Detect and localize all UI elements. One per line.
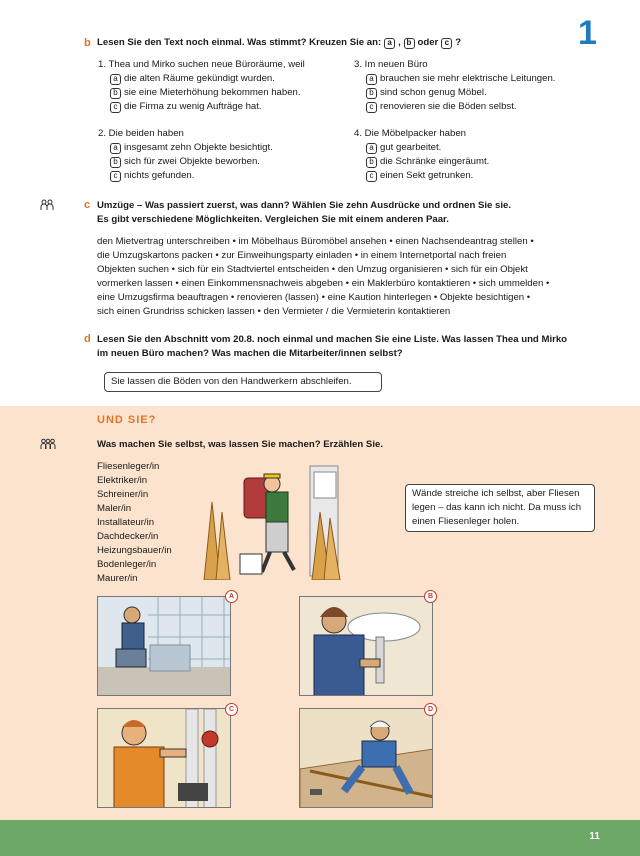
question-2-option-c[interactable] [98, 169, 348, 183]
photo-floor-layer [299, 708, 433, 808]
question-4-option-c[interactable] [354, 169, 604, 183]
question-2-option-a[interactable] [98, 141, 348, 155]
option-text: die Schränke eingeräumt. [380, 156, 490, 167]
question-mark: ? [455, 37, 462, 48]
page-footer [0, 820, 640, 856]
question-2-stem: 2. Die beiden haben [98, 128, 184, 139]
speech-line: Wände streiche ich selbst, aber Fliesen [412, 488, 580, 499]
checkbox-a[interactable]: a [110, 74, 121, 85]
option-a-marker: a [384, 38, 395, 49]
question-3 [354, 58, 604, 114]
option-text: nichts gefunden. [124, 170, 195, 181]
profession-item: Maurer/in [97, 573, 138, 584]
photo-label-d: D [424, 703, 437, 716]
question-2 [98, 127, 348, 183]
question-4-option-a[interactable] [354, 141, 604, 155]
example-answer: Sie lassen die Böden von den Handwerkern abschleifen. [111, 376, 352, 387]
question-1-option-b[interactable] [98, 86, 348, 100]
profession-item: Bodenleger/in [97, 559, 157, 570]
example-speech-bubble [104, 372, 382, 392]
option-text: sich für zwei Objekte beworben. [124, 156, 260, 167]
photo-label-c: C [225, 703, 238, 716]
profession-item: Elektriker/in [97, 475, 148, 486]
question-1-stem: 1. Thea und Mirko suchen neue Büroräume, weil [98, 59, 305, 70]
und-sie-instruction: Was machen Sie selbst, was lassen Sie machen? Erzählen Sie. [97, 439, 383, 450]
option-b-marker: b [404, 38, 415, 49]
checkbox-c[interactable]: c [110, 102, 121, 113]
checkbox-b[interactable]: b [110, 157, 121, 168]
section-b-label: b [84, 37, 91, 49]
question-4-option-b[interactable] [354, 155, 604, 169]
section-b-instruction: Lesen Sie den Text noch einmal. Was stimmt? Kreuzen Sie an: a , b oder c ? [97, 37, 462, 48]
question-4-stem: 4. Die Möbelpacker haben [354, 128, 466, 139]
answer-speech-bubble [405, 484, 595, 532]
option-text: renovieren sie die Böden selbst. [380, 101, 517, 112]
checkbox-c[interactable]: c [366, 102, 377, 113]
checkbox-b[interactable]: b [366, 88, 377, 99]
speech-line: legen – das kann ich nicht. Da muss ich [412, 502, 582, 513]
checkbox-a[interactable]: a [110, 143, 121, 154]
option-text: einen Sekt getrunken. [380, 170, 474, 181]
section-c-instruction [97, 199, 597, 227]
photo-label-b: B [424, 590, 437, 603]
option-text: insgesamt zehn Objekte besichtigt. [124, 142, 273, 153]
section-c-label: c [84, 199, 91, 211]
checkbox-a[interactable]: a [366, 143, 377, 154]
und-sie-heading: UND SIE? [97, 414, 157, 426]
photo-label-a: A [225, 590, 238, 603]
section-c-expression-list [97, 235, 617, 319]
section-c-instruction-line1: Umzüge – Was passiert zuerst, was dann? Wählen Sie zehn Ausdrücke und ordnen Sie sie. [97, 200, 512, 211]
question-1-option-a[interactable] [98, 72, 348, 86]
option-text: brauchen sie mehr elektrische Leitungen. [380, 73, 556, 84]
profession-item: Schreiner/in [97, 489, 149, 500]
question-3-option-b[interactable] [354, 86, 604, 100]
section-b-instruction-text: Lesen Sie den Text noch einmal. Was stimmt? Kreuzen Sie an: [97, 37, 382, 48]
profession-item: Heizungsbauer/in [97, 545, 172, 556]
section-d-instruction-line1: Lesen Sie den Abschnitt vom 20.8. noch einmal und machen Sie eine Liste. Was lassen Thea und Mirko [97, 334, 568, 345]
section-d-instruction [97, 333, 617, 361]
option-text: gut gearbeitet. [380, 142, 442, 153]
mover-illustration [200, 462, 350, 580]
expression-line: Objekten suchen • sich für ein Stadtviertel entscheiden • den Umzug organisieren • sich für ein Objekt [97, 264, 528, 275]
question-2-option-b[interactable] [98, 155, 348, 169]
profession-item: Fliesenleger/in [97, 461, 160, 472]
checkbox-a[interactable]: a [366, 74, 377, 85]
expression-line: die Umzugskartons packen • zur Einweihungsparty einladen • in einem Internetportal nach freien [97, 250, 507, 261]
pair-work-icon [40, 199, 54, 214]
option-text: die Firma zu wenig Aufträge hat. [124, 101, 262, 112]
checkbox-b[interactable]: b [110, 88, 121, 99]
option-text: die alten Räume gekündigt wurden. [124, 73, 275, 84]
group-work-icon [40, 438, 56, 453]
question-1-option-c[interactable] [98, 100, 348, 114]
expression-line: sich einen Grundriss schicken lassen • den Vermieter / die Vermieterin kontaktieren [97, 306, 451, 317]
question-3-option-a[interactable] [354, 72, 604, 86]
profession-item: Dachdecker/in [97, 531, 159, 542]
option-text: sind schon genug Möbel. [380, 87, 487, 98]
expression-line: eine Umzugsfirma beauftragen • renovieren (lassen) • eine Kaution hinterlegen • Objekte besichtigen • [97, 292, 531, 303]
speech-line: einen Fliesenleger holen. [412, 516, 520, 527]
option-text: sie eine Mieterhöhung bekommen haben. [124, 87, 301, 98]
checkbox-b[interactable]: b [366, 157, 377, 168]
profession-item: Maler/in [97, 503, 132, 514]
profession-item: Installateur/in [97, 517, 155, 528]
chapter-number: 1 [578, 14, 597, 52]
option-c-marker: c [441, 38, 452, 49]
expression-line: vormerken lassen • einen Einkommensnachweis abgeben • ein Maklerbüro kontaktieren • sich ummelden • [97, 278, 550, 289]
question-3-stem: 3. Im neuen Büro [354, 59, 428, 70]
photo-heating-installer [97, 708, 231, 808]
expression-line: den Mietvertrag unterschreiben • im Möbelhaus Büromöbel ansehen • einen Nachsendeantrag stellen • [97, 236, 534, 247]
photo-tiler [97, 596, 231, 696]
section-d-label: d [84, 333, 91, 345]
section-d-instruction-line2: im neuen Büro machen? Was machen die Mitarbeiter/innen selbst? [97, 348, 403, 359]
question-3-option-c[interactable] [354, 100, 604, 114]
page-number: 11 [589, 831, 600, 842]
question-4 [354, 127, 604, 183]
profession-list [97, 460, 207, 586]
question-1 [98, 58, 348, 114]
oder-text: oder [417, 37, 439, 48]
checkbox-c[interactable]: c [110, 171, 121, 182]
photo-plumber [299, 596, 433, 696]
checkbox-c[interactable]: c [366, 171, 377, 182]
section-c-instruction-line2: Es gibt verschiedene Möglichkeiten. Vergleichen Sie mit einem anderen Paar. [97, 214, 449, 225]
